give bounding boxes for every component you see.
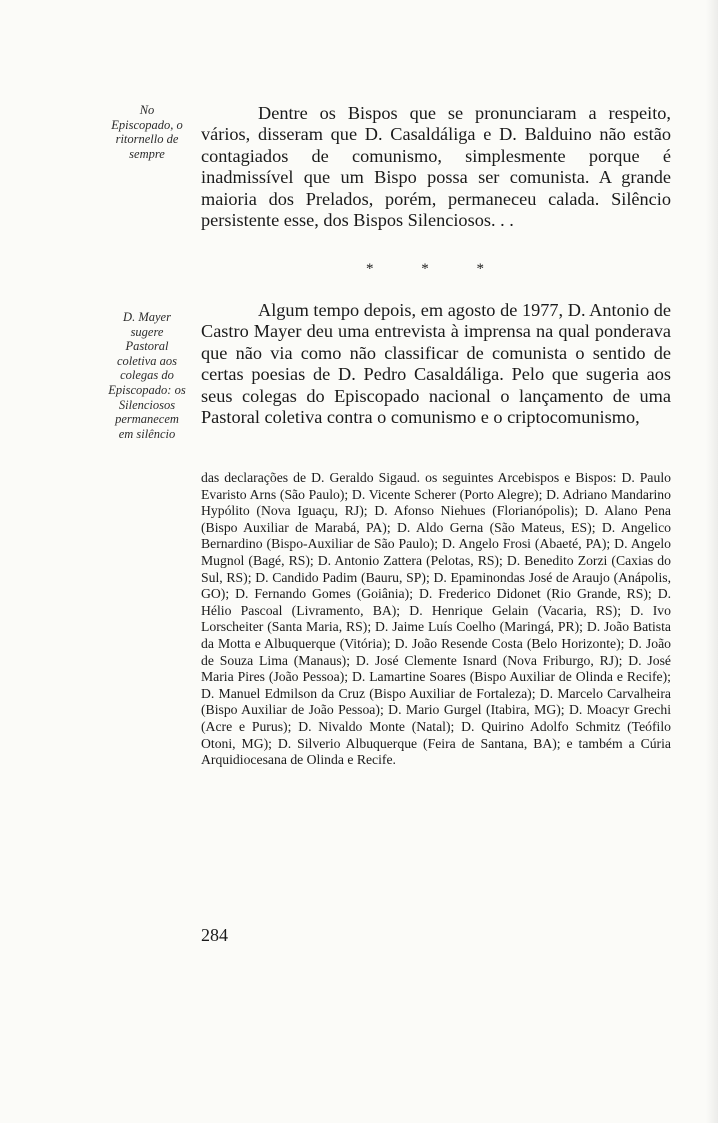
footnote-bishops-list: das declarações de D. Geraldo Sigaud. os seguintes Arcebispos e Bispos: D. Paulo Evaristo Arns (São Paulo); D. Vicente Scherer (Porto Alegre); D. Adriano Mandarino Hypólito (Nova Iguaçu, RJ); D. Afonso Niehues (Florianópolis); D. Alano Pena (Bispo Auxiliar de Marabá, PA); D. Aldo Gerna (São Mateus, ES); D. Angelico Bernardino (Bispo-Auxiliar de São Paulo); D. Angelo Frosi (Abaeté, PA); D. Angelo Mugnol (Bagé, RS); D. Antonio Zattera (Pelotas, RS); D. Benedito Zorzi (Caxias do Sul, RS); D. Candido Padim (Bauru, SP); D. Epaminondas José de Araujo (Anápolis, GO); D. Fernando Gomes (Goiânia); D. Frederico Didonet (Rio Grande, RS); D. Hélio Pascoal (Livramento, BA); D. Henrique Gelain (Vacaria, RS); D. Ivo Lorscheiter (Santa Maria, RS); D. Jaime Luís Coelho (Maringá, PR); D. João Batista da Motta e Albuquerque (Vitória); D. João Resende Costa (Belo Horizonte); D. João de Souza Lima (Manaus); D. José Clemente Isnard (Nova Friburgo, RJ); D. José Maria Pires (João Pessoa); D. Lamartine Soares (Bispo Auxiliar de Olinda e Recife); D. Manuel Edmilson da Cruz (Bispo Auxiliar de Fortaleza); D. Marcelo Carvalheira (Bispo Auxiliar de João Pessoa); D. Mario Gurgel (Itabira, MG); D. Moacyr Grechi (Acre e Purus); D. Nivaldo Monte (Natal); D. Quirino Adolfo Schmitz (Teófilo Otoni, MG); D. Silverio Albuquerque (Feira de Santana, BA); e também a Cúria Arquidiocesana de Olinda e Recife. xyxy=(201,470,671,768)
margin-note-mayer: D. Mayer sugere Pastoral coletiva aos colegas do Episcopado: os Silenciosos permanecem em silêncio xyxy=(108,310,186,441)
section-separator: * * * xyxy=(366,261,506,277)
margin-note-episcopado: No Episcopado, o ritornello de sempre xyxy=(111,103,183,161)
page-number: 284 xyxy=(201,925,228,945)
paragraph-bishops-opinion: Dentre os Bispos que se pronunciaram a respeito, vários, disseram que D. Casaldáliga e D. Balduino não estão contagiados de comunismo, simplesmente porque é inadmissível que um Bispo possa ser comunista. A grande maioria dos Prelados, porém, permaneceu calada. Silêncio persistente esse, dos Bispos Silenciosos. . . xyxy=(201,103,671,231)
paragraph-mayer-interview: Algum tempo depois, em agosto de 1977, D. Antonio de Castro Mayer deu uma entrevista à imprensa na qual ponderava que não via como não classificar de comunista o sentido de certas poesias de D. Pedro Casaldáliga. Pelo que sugeria aos seus colegas do Episcopado nacional o lançamento de uma Pastoral coletiva contra o comunismo e o criptocomunismo, xyxy=(201,300,671,428)
page-edge-shadow xyxy=(706,0,718,1123)
